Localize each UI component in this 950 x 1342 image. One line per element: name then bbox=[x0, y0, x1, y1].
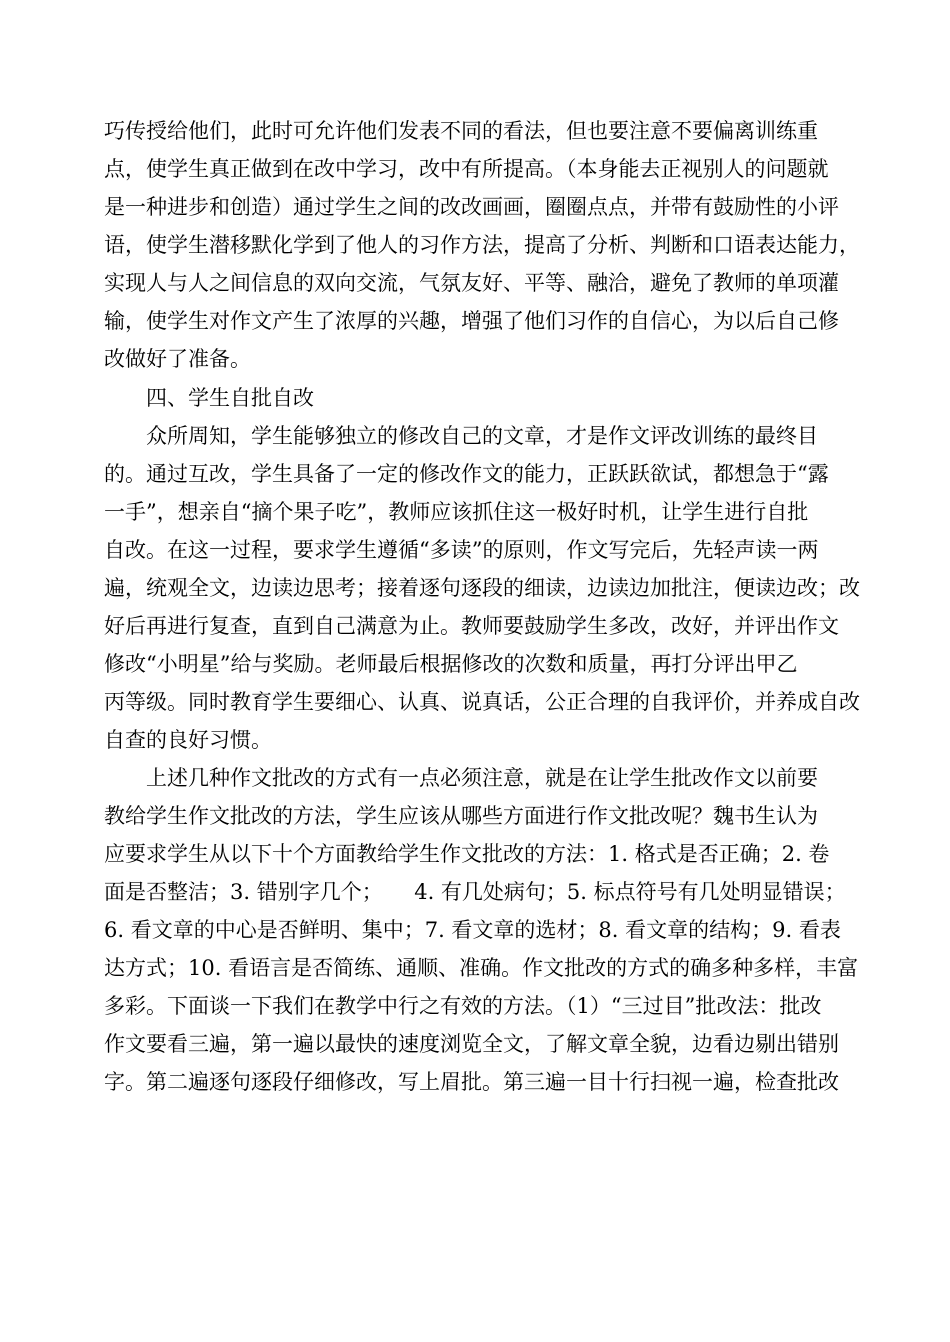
text-line: 众所周知，学生能够独立的修改自己的文章，才是作文评改训练的最终目 bbox=[104, 424, 818, 448]
text-line: 的。通过互改，学生具备了一定的修改作文的能力，正跃跃欲试，都想急于“露 bbox=[104, 462, 829, 486]
text-line: 输，使学生对作文产生了浓厚的兴趣，增强了他们习作的自信心，为以后自己修 bbox=[104, 309, 839, 333]
text-line: 达方式；10. 看语言是否简练、通顺、准确。作文批改的方式的确多种多样，丰富 bbox=[104, 956, 859, 980]
text-line: 点，使学生真正做到在改中学习，改中有所提高。（本身能去正视别人的问题就 bbox=[104, 157, 829, 181]
body-text bbox=[104, 112, 864, 1101]
text-line: 自查的良好习惯。 bbox=[104, 728, 272, 752]
section-heading: 四、学生自批自改 bbox=[104, 386, 314, 410]
text-line: 字。第二遍逐句逐段仔细修改，写上眉批。第三遍一目十行扫视一遍，检查批改 bbox=[104, 1070, 839, 1094]
text-line: 实现人与人之间信息的双向交流，气氛友好、平等、融洽，避免了教师的单项灌 bbox=[104, 271, 839, 295]
text-line: 多彩。下面谈一下我们在教学中行之有效的方法。（1）“三过目”批改法：批改 bbox=[104, 994, 822, 1018]
text-line: 改做好了准备。 bbox=[104, 347, 251, 371]
text-line: 巧传授给他们，此时可允许他们发表不同的看法，但也要注意不要偏离训练重 bbox=[104, 119, 818, 143]
text-line: 上述几种作文批改的方式有一点必须注意，就是在让学生批改作文以前要 bbox=[104, 766, 818, 790]
text-line: 语，使学生潜移默化学到了他人的习作方法，提高了分析、判断和口语表达能力， bbox=[104, 233, 860, 257]
text-line: 好后再进行复查，直到自己满意为止。教师要鼓励学生多改，改好，并评出作文 bbox=[104, 614, 839, 638]
text-line: 是一种进步和创造）通过学生之间的改改画画，圈圈点点，并带有鼓励性的小评 bbox=[104, 195, 839, 219]
text-line: 面是否整洁；3. 错别字几个； 4. 有几处病句；5. 标点符号有几处明显错误； bbox=[104, 880, 846, 904]
text-line: 丙等级。同时教育学生要细心、认真、说真话，公正合理的自我评价，并养成自改 bbox=[104, 690, 860, 714]
text-line: 教给学生作文批改的方法，学生应该从哪些方面进行作文批改呢？魏书生认为 bbox=[104, 804, 818, 828]
text-line: 修改“小明星”给与奖励。老师最后根据修改的次数和质量，再打分评出甲乙 bbox=[104, 652, 798, 676]
text-line: 自改。在这一过程，要求学生遵循“多读”的原则，作文写完后，先轻声读一两 bbox=[104, 538, 819, 562]
text-line: 遍，统观全文，边读边思考；接着逐句逐段的细读，边读边加批注，便读边改；改 bbox=[104, 576, 860, 600]
text-line: 一手”，想亲自“摘个果子吃”，教师应该抓住这一极好时机，让学生进行自批 bbox=[104, 500, 809, 524]
text-line: 应要求学生从以下十个方面教给学生作文批改的方法：1. 格式是否正确；2. 卷 bbox=[104, 842, 830, 866]
text-line: 作文要看三遍，第一遍以最快的速度浏览全文，了解文章全貌，边看边剔出错别 bbox=[104, 1032, 839, 1056]
text-line: 6. 看文章的中心是否鲜明、集中；7. 看文章的选材；8. 看文章的结构；9. 看表 bbox=[104, 918, 841, 942]
